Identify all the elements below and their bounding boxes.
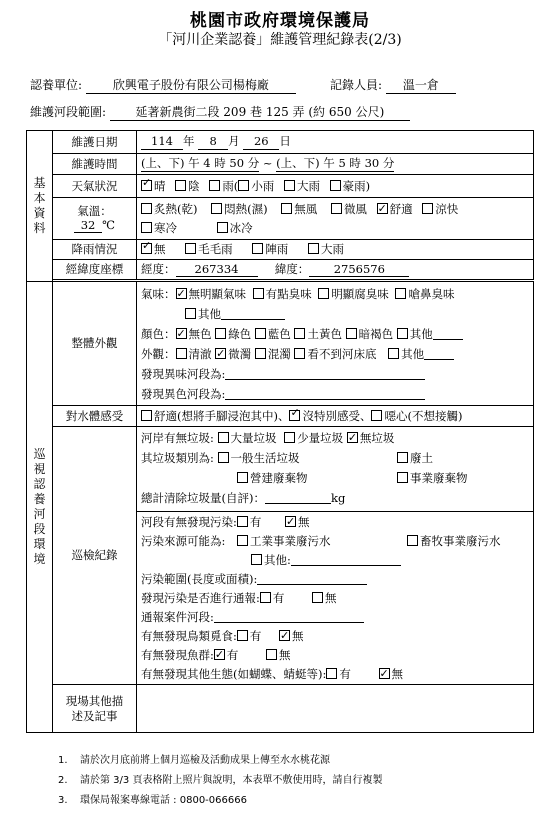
color-checkbox-brown[interactable] (346, 328, 357, 339)
look-checkbox-clear[interactable] (176, 348, 187, 359)
trash-type-checkbox-household[interactable] (218, 452, 229, 463)
recorder-value: 溫一倉 (386, 76, 456, 94)
smell-checkbox-none[interactable] (176, 288, 187, 299)
weather-checkbox-heavy-rain[interactable] (284, 180, 295, 191)
feeling-checkbox-neutral[interactable] (289, 410, 300, 421)
date-year: 114 (141, 134, 183, 149)
unit-value: 欣興電子股份有限公司楊梅廠 (86, 76, 296, 94)
temp-checkbox-hot-dry[interactable] (141, 203, 152, 214)
bird-checkbox-yes[interactable] (237, 630, 248, 641)
appearance-content: 氣味：✓ 無明顯氣味 有點臭味 明顯腐臭味 嗆鼻臭味 其他 顏色：✓ 無色 綠色 藍色 土黃色 暗褐色 其他 外觀： 清澈 ✓ 微濁 混濁 看不到河床底 其他 發現異味河段為: 發現異色河段為: (137, 282, 534, 406)
trash-checkbox-none[interactable] (347, 432, 358, 443)
trash-checkbox-large[interactable] (218, 432, 229, 443)
source-checkbox-other[interactable] (251, 554, 262, 565)
recorder-label: 記錄人員: (330, 78, 383, 92)
latitude-value: 2756576 (309, 262, 409, 277)
coordinates-field[interactable]: 經度： 267334 緯度： 2756576 (137, 260, 534, 280)
date-field[interactable]: 114 年 8 月 26 日 (137, 131, 534, 154)
temp-checkbox-cold[interactable] (141, 222, 152, 233)
total-trash-input[interactable] (265, 491, 331, 504)
color-checkbox-other[interactable] (397, 328, 408, 339)
temperature-value: 32 (74, 218, 102, 233)
temp-checkbox-comfortable[interactable] (377, 203, 388, 214)
look-checkbox-turbid[interactable] (255, 348, 266, 359)
temperature-options: 炙熱(乾) 悶熱(濕) 無風 微風 ✓ 舒適 涼快 寒冷 冰冷 (137, 198, 534, 240)
smell-checkbox-slight[interactable] (253, 288, 264, 299)
notify-checkbox-yes[interactable] (260, 592, 271, 603)
record-table (26, 130, 534, 733)
look-checkbox-slightly-turbid[interactable] (215, 348, 226, 359)
odor-section-input[interactable] (225, 367, 425, 380)
look-checkbox-no-bottom[interactable] (294, 348, 305, 359)
color-other-input[interactable] (433, 327, 463, 340)
longitude-value: 267334 (176, 262, 258, 277)
rain-checkbox-drizzle[interactable] (185, 243, 196, 254)
feeling-checkbox-disgust[interactable] (371, 410, 382, 421)
patrol-record-label: 巡檢紀錄 (53, 427, 137, 685)
color-checkbox-yellow[interactable] (294, 328, 305, 339)
weather-label: 天氣狀況 (53, 175, 137, 198)
date-day: 26 (243, 134, 279, 149)
feeling-options: 舒適(想將手腳浸泡其中)、✓ 沒特別感受、 噁心(不想接觸) (137, 406, 534, 427)
date-month: 8 (198, 134, 228, 149)
temp-checkbox-no-wind[interactable] (281, 203, 292, 214)
bird-checkbox-no[interactable] (279, 630, 290, 641)
time-end: (上、下) 午 5 時 30 分 (276, 156, 395, 171)
fish-checkbox-yes[interactable] (214, 649, 225, 660)
temp-checkbox-freezing[interactable] (217, 222, 228, 233)
notes-label: 現場其他描 述及記事 (53, 685, 137, 733)
recorder-row (330, 76, 456, 94)
other-ecology-checkbox-no[interactable] (379, 668, 390, 679)
temp-checkbox-cool[interactable] (422, 203, 433, 214)
weather-checkbox-cloudy[interactable] (175, 180, 186, 191)
feeling-checkbox-comfortable[interactable] (141, 410, 152, 421)
patrol-record-content: 河岸有無垃圾: 大量垃圾 少量垃圾 ✓ 無垃圾 其垃圾類別為: 一般生活垃圾 廢土 營建廢棄物 事業廢棄物 總計清除垃圾量(自評)： kg 河段有無發現污染: 有 ✓ 無 污染來源可能為: 工業事業廢污水 畜牧事業廢污水 其他: 污染範圍(長度或面積): 發現污染是否進行通報: 有 無 通報案件河段: 有無發現鳥類覓食: 有 ✓ 無 有無發現魚群:✓ 有 無 有無發現其他生態(如蝴蝶、蜻蜓等): 有 ✓ 無 (137, 427, 534, 685)
document-subtitle: 「河川企業認養」維護管理紀錄表(2/3) (158, 32, 402, 48)
weather-checkbox-rain[interactable] (209, 180, 220, 191)
feeling-label: 對水體感受 (53, 406, 137, 427)
rain-label: 降雨情況 (53, 240, 137, 260)
temp-checkbox-breeze[interactable] (331, 203, 342, 214)
source-other-input[interactable] (291, 553, 401, 566)
trash-type-checkbox-business[interactable] (397, 472, 408, 483)
case-section-input[interactable] (214, 610, 364, 623)
document-title: 桃園市政府環境保護局 (190, 11, 370, 31)
rain-options: ✓ 無 毛毛雨 陣雨 大雨 (137, 240, 534, 260)
notes-input[interactable] (137, 685, 534, 733)
pollution-range-input[interactable] (257, 572, 367, 585)
source-checkbox-livestock[interactable] (407, 535, 418, 546)
rain-checkbox-heavy[interactable] (308, 243, 319, 254)
range-label: 維護河段範圍: (30, 105, 107, 119)
other-ecology-checkbox-yes[interactable] (326, 668, 337, 679)
temp-checkbox-humid[interactable] (211, 203, 222, 214)
trash-type-checkbox-soil[interactable] (397, 452, 408, 463)
smell-checkbox-pungent[interactable] (395, 288, 406, 299)
weather-checkbox-light-rain[interactable] (238, 180, 249, 191)
range-value: 延著新農街二段 209 巷 125 弄 (約 650 公尺) (110, 103, 410, 121)
color-checkbox-blue[interactable] (255, 328, 266, 339)
weather-checkbox-storm[interactable] (330, 180, 341, 191)
smell-checkbox-other[interactable] (185, 308, 196, 319)
time-field[interactable]: (上、下) 午 4 時 50 分 ~ (上、下) 午 5 時 30 分 (137, 154, 534, 175)
date-label: 維護日期 (53, 131, 137, 154)
rain-checkbox-none[interactable] (141, 243, 152, 254)
trash-type-checkbox-construction[interactable] (237, 472, 248, 483)
notify-checkbox-no[interactable] (312, 592, 323, 603)
unit-row (30, 76, 296, 94)
smell-checkbox-rotten[interactable] (318, 288, 329, 299)
color-section-input[interactable] (225, 387, 425, 400)
footnote-2: 2. 請於第 3/3 頁表格附上照片與說明，本表單不敷使用時，請自行複製 (58, 775, 383, 786)
unit-label: 認養單位: (30, 78, 83, 92)
patrol-section-label: 巡 視 認 養 河 段 環 境 (27, 282, 53, 733)
weather-options: ✓ 晴 陰 雨( 小雨 大雨 豪雨) (137, 175, 534, 198)
time-start: (上、下) 午 4 時 50 分 (141, 156, 260, 171)
rain-checkbox-shower[interactable] (252, 243, 263, 254)
time-label: 維護時間 (53, 154, 137, 175)
pollution-checkbox-no[interactable] (285, 516, 296, 527)
footnote-1: 1. 請於次月底前將上個月巡檢及活動成果上傳至水水桃花源 (58, 755, 330, 766)
color-checkbox-none[interactable] (176, 328, 187, 339)
look-other-input[interactable] (424, 347, 454, 360)
coordinates-label: 經緯度座標 (53, 260, 137, 280)
fish-checkbox-no[interactable] (266, 649, 277, 660)
weather-checkbox-sunny[interactable] (141, 180, 152, 191)
appearance-label: 整體外觀 (53, 282, 137, 406)
color-checkbox-green[interactable] (215, 328, 226, 339)
range-row (30, 103, 410, 121)
look-checkbox-other[interactable] (388, 348, 399, 359)
smell-other-input[interactable] (221, 307, 285, 320)
pollution-checkbox-yes[interactable] (237, 516, 248, 527)
footnote-3: 3. 環保局報案專線電話 : 0800-066666 (58, 795, 247, 806)
basic-section-label: 基 本 資 料 (27, 131, 53, 282)
source-checkbox-industrial[interactable] (237, 535, 248, 546)
temperature-label: 氣溫： 32 ℃ (53, 198, 137, 240)
trash-checkbox-small[interactable] (284, 432, 295, 443)
